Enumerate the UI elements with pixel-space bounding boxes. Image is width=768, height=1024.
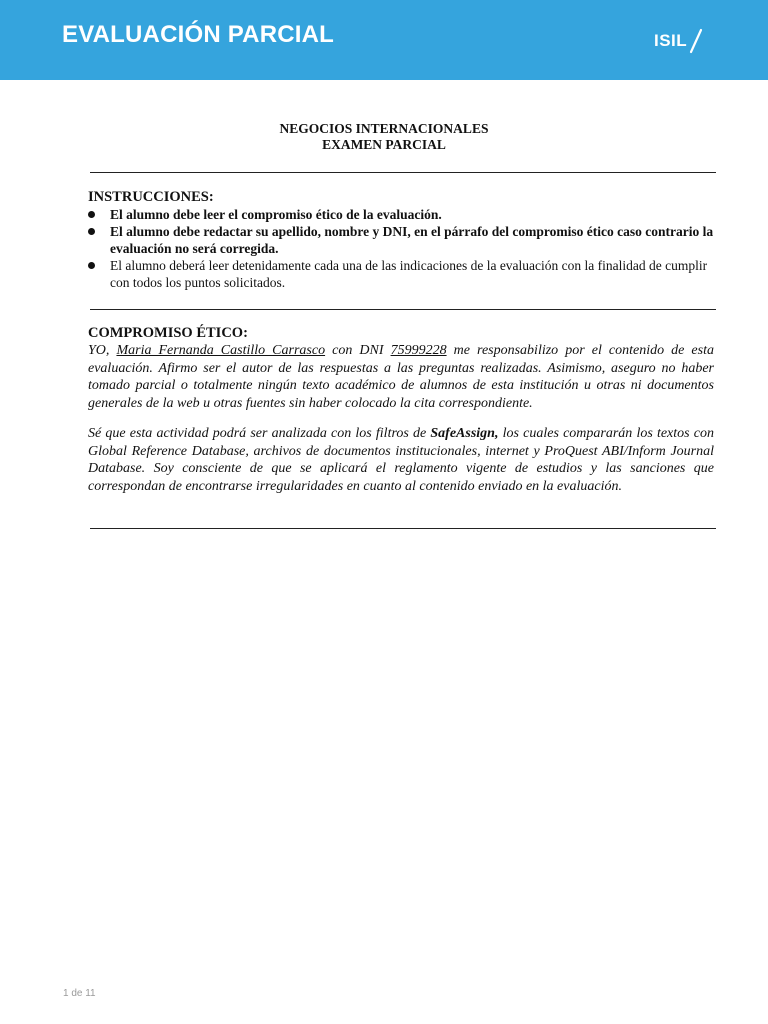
divider: [90, 309, 716, 310]
ethics-prefix: YO,: [88, 343, 117, 358]
instruction-text: El alumno debe leer el compromiso ético de la evaluación.: [110, 207, 442, 222]
safeassign-statement: los cuales compararán los textos con Global Reference Database, archivos de documentos institucionales, internet y ProQuest ABI/Inform Journal Database. Soy consciente de que se aplicará el reglamento vigente de estudios y las sanciones que correspondan de encontrarse irregularidades en cuanto al contenido enviado en la evaluación.: [88, 426, 714, 494]
student-name: Maria Fernanda Castillo Carrasco: [116, 343, 326, 358]
safeassign-name: SafeAssign,: [430, 426, 499, 441]
instructions-list: [88, 206, 718, 291]
ethics-paragraph-1: [88, 342, 714, 412]
logo-text: ISIL: [654, 31, 688, 50]
list-item: [88, 206, 718, 223]
ethics-statement: me responsabilizo por el contenido de esta evaluación. Afirmo ser el autor de las respuestas a las preguntas realizadas. Asimismo, aseguro no haber tomado parcial o totalmente ningún texto académico de alumnos de esta institución u otras ni documentos generales de la web u otras fuentes sin haber colocado la cita correspondiente.: [88, 343, 714, 411]
dni-label: con DNI: [325, 343, 391, 358]
student-dni: 75999228: [390, 343, 447, 358]
logo-slash-icon: [688, 28, 704, 54]
header-banner: [0, 0, 768, 80]
instruction-text: El alumno deberá leer detenidamente cada una de las indicaciones de la evaluación con la finalidad de cumplir con todos los puntos solicitados.: [110, 258, 708, 290]
ethics-paragraph-2: [88, 425, 714, 495]
divider: [90, 172, 716, 173]
divider: [90, 528, 716, 529]
course-title: NEGOCIOS INTERNACIONALES: [279, 121, 489, 136]
list-item: [88, 223, 718, 257]
exam-title: EXAMEN PARCIAL: [322, 137, 446, 152]
instructions-title: INSTRUCCIONES:: [88, 189, 214, 205]
safeassign-prefix: Sé que esta actividad podrá ser analizada con los filtros de: [88, 426, 431, 441]
bullet-icon: [88, 262, 95, 269]
bullet-icon: [88, 228, 95, 235]
page-title: EVALUACIÓN PARCIAL: [62, 21, 335, 48]
instruction-text: El alumno debe redactar su apellido, nombre y DNI, en el párrafo del compromiso ético caso contrario la evaluación no será corregida.: [110, 224, 714, 256]
page-number: 1 de 11: [63, 988, 96, 999]
isil-logo: [654, 28, 704, 58]
ethics-title: COMPROMISO ÉTICO:: [88, 325, 248, 341]
list-item: [88, 257, 718, 291]
bullet-icon: [88, 211, 95, 218]
